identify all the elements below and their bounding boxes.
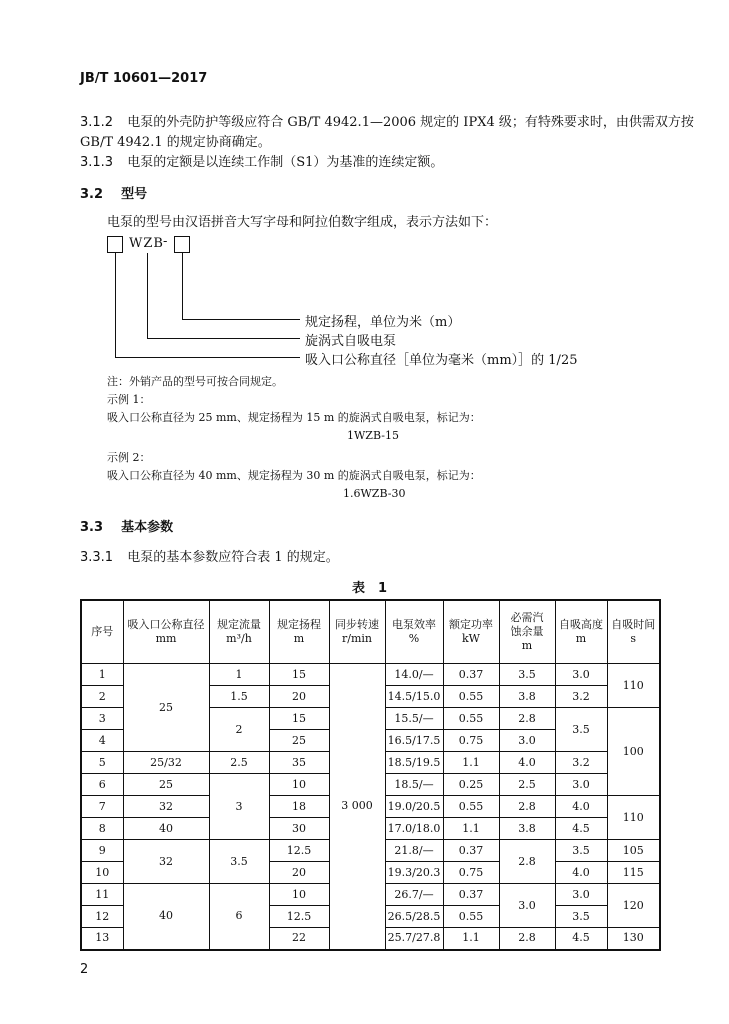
model-dash: - <box>163 234 168 249</box>
cell-diameter: 25 <box>123 664 209 752</box>
cell-head: 10 <box>269 884 329 906</box>
cell-no: 11 <box>81 884 123 906</box>
cell-power: 0.25 <box>443 774 499 796</box>
cell-head: 18 <box>269 796 329 818</box>
cell-no: 7 <box>81 796 123 818</box>
cell-lift: 3.0 <box>555 884 607 906</box>
section-number: 3.3 <box>80 520 104 535</box>
cell-power: 0.75 <box>443 730 499 752</box>
cell-no: 5 <box>81 752 123 774</box>
header-cell: 必需汽蚀余量 m <box>499 600 555 664</box>
cell-npsh: 2.8 <box>499 928 555 950</box>
model-intro: 电泵的型号由汉语拼音大写字母和阿拉伯数字组成，表示方法如下： <box>107 215 498 230</box>
clause-3-1-2-cont: GB/T 4942.1 的规定协商确定。 <box>80 135 271 150</box>
cell-lift: 4.0 <box>555 796 607 818</box>
cell-npsh: 3.8 <box>499 818 555 840</box>
cell-efficiency: 26.7/— <box>385 884 443 906</box>
cell-no: 2 <box>81 686 123 708</box>
cell-diameter: 32 <box>123 840 209 884</box>
cell-diameter: 25/32 <box>123 752 209 774</box>
cell-power: 0.55 <box>443 906 499 928</box>
clause-3-3-1 <box>80 546 339 565</box>
cell-head: 12.5 <box>269 906 329 928</box>
leader-line <box>147 253 148 338</box>
label-head: 规定扬程，单位为米（m） <box>305 315 461 330</box>
cell-no: 12 <box>81 906 123 928</box>
cell-time: 110 <box>607 664 660 708</box>
model-code: WZB <box>129 236 164 251</box>
cell-no: 13 <box>81 928 123 950</box>
cell-head: 25 <box>269 730 329 752</box>
cell-head: 12.5 <box>269 840 329 862</box>
page-number: 2 <box>80 962 89 977</box>
cell-time: 110 <box>607 796 660 840</box>
cell-efficiency: 18.5/19.5 <box>385 752 443 774</box>
cell-npsh: 3.8 <box>499 686 555 708</box>
diameter-box <box>107 236 123 253</box>
cell-efficiency: 25.7/27.8 <box>385 928 443 950</box>
cell-npsh: 2.5 <box>499 774 555 796</box>
example-1-mark: 1WZB-15 <box>347 429 399 442</box>
clause-text: 电泵的基本参数应符合表 1 的规定。 <box>127 550 339 565</box>
cell-flow: 6 <box>209 884 269 950</box>
cell-power: 0.55 <box>443 708 499 730</box>
cell-power: 1.1 <box>443 818 499 840</box>
example-1-text: 吸入口公称直径为 25 mm、规定扬程为 15 m 的旋涡式自吸电泵，标记为： <box>107 411 481 424</box>
cell-flow: 1.5 <box>209 686 269 708</box>
header-cell: 自吸时间 s <box>607 600 660 664</box>
section-3-2-heading <box>80 183 147 202</box>
standard-id: JB/T 10601—2017 <box>80 71 208 86</box>
leader-line <box>115 357 300 358</box>
cell-speed: 3 000 <box>329 664 385 950</box>
section-title: 型号 <box>121 187 148 202</box>
cell-diameter: 40 <box>123 884 209 950</box>
cell-power: 0.37 <box>443 840 499 862</box>
section-title: 基本参数 <box>121 520 174 535</box>
cell-flow: 3.5 <box>209 840 269 884</box>
cell-head: 20 <box>269 686 329 708</box>
cell-time: 120 <box>607 884 660 928</box>
label-diameter: 吸入口公称直径［单位为毫米（mm）］的 1/25 <box>305 353 578 368</box>
cell-npsh: 3.0 <box>499 884 555 928</box>
cell-lift: 3.5 <box>555 906 607 928</box>
clause-number: 3.1.2 <box>80 115 114 130</box>
cell-power: 0.75 <box>443 862 499 884</box>
clause-text: 电泵的定额是以连续工作制（S1）为基准的连续定额。 <box>127 155 444 170</box>
cell-efficiency: 19.3/20.3 <box>385 862 443 884</box>
section-number: 3.2 <box>80 187 104 202</box>
header-cell: 同步转速 r/min <box>329 600 385 664</box>
cell-no: 3 <box>81 708 123 730</box>
cell-power: 0.37 <box>443 884 499 906</box>
cell-power: 0.55 <box>443 686 499 708</box>
header-cell: 额定功率 kW <box>443 600 499 664</box>
cell-head: 35 <box>269 752 329 774</box>
cell-no: 1 <box>81 664 123 686</box>
cell-power: 0.55 <box>443 796 499 818</box>
cell-no: 6 <box>81 774 123 796</box>
cell-lift: 4.0 <box>555 862 607 884</box>
cell-efficiency: 18.5/— <box>385 774 443 796</box>
leader-line <box>182 253 183 319</box>
cell-diameter: 25 <box>123 774 209 796</box>
cell-lift: 3.0 <box>555 664 607 686</box>
example-2-text: 吸入口公称直径为 40 mm、规定扬程为 30 m 的旋涡式自吸电泵，标记为： <box>107 469 481 482</box>
cell-lift: 3.5 <box>555 840 607 862</box>
example-2-title: 示例 2： <box>107 451 151 464</box>
cell-head: 20 <box>269 862 329 884</box>
label-pump-type: 旋涡式自吸电泵 <box>305 334 397 349</box>
cell-no: 9 <box>81 840 123 862</box>
example-1-title: 示例 1： <box>107 393 151 406</box>
cell-head: 10 <box>269 774 329 796</box>
clause-number: 3.3.1 <box>80 550 114 565</box>
cell-head: 22 <box>269 928 329 950</box>
cell-efficiency: 19.0/20.5 <box>385 796 443 818</box>
note: 注：外销产品的型号可按合同规定。 <box>107 375 283 388</box>
cell-npsh: 2.8 <box>499 708 555 730</box>
parameters-table <box>80 599 661 951</box>
cell-efficiency: 16.5/17.5 <box>385 730 443 752</box>
table-caption: 表 1 <box>352 581 388 596</box>
cell-lift: 4.5 <box>555 928 607 950</box>
cell-head: 15 <box>269 664 329 686</box>
cell-time: 130 <box>607 928 660 950</box>
section-3-3-heading <box>80 516 173 535</box>
cell-efficiency: 26.5/28.5 <box>385 906 443 928</box>
cell-power: 1.1 <box>443 928 499 950</box>
header-cell: 吸入口公称直径 mm <box>123 600 209 664</box>
cell-lift: 3.5 <box>555 708 607 752</box>
cell-flow: 2.5 <box>209 752 269 774</box>
cell-head: 30 <box>269 818 329 840</box>
head-box <box>174 236 190 253</box>
cell-diameter: 32 <box>123 796 209 818</box>
cell-time: 115 <box>607 862 660 884</box>
cell-efficiency: 17.0/18.0 <box>385 818 443 840</box>
cell-lift: 4.5 <box>555 818 607 840</box>
cell-npsh: 2.8 <box>499 840 555 884</box>
cell-npsh: 4.0 <box>499 752 555 774</box>
cell-efficiency: 21.8/— <box>385 840 443 862</box>
cell-power: 1.1 <box>443 752 499 774</box>
cell-flow: 1 <box>209 664 269 686</box>
cell-npsh: 3.0 <box>499 730 555 752</box>
cell-flow: 3 <box>209 774 269 840</box>
clause-3-1-2 <box>80 111 694 130</box>
header-cell: 序号 <box>81 600 123 664</box>
header-cell: 规定扬程 m <box>269 600 329 664</box>
cell-time: 105 <box>607 840 660 862</box>
clause-3-1-3 <box>80 151 443 170</box>
leader-line <box>182 319 300 320</box>
header-cell: 电泵效率 % <box>385 600 443 664</box>
leader-line <box>115 253 116 357</box>
cell-efficiency: 14.0/— <box>385 664 443 686</box>
cell-lift: 3.2 <box>555 752 607 774</box>
cell-no: 8 <box>81 818 123 840</box>
cell-time: 100 <box>607 708 660 796</box>
cell-lift: 3.2 <box>555 686 607 708</box>
header-cell: 自吸高度 m <box>555 600 607 664</box>
clause-text: 电泵的外壳防护等级应符合 GB/T 4942.1—2006 规定的 IPX4 级；有特殊要求时，由供需双方按 <box>127 115 694 130</box>
cell-diameter: 40 <box>123 818 209 840</box>
cell-efficiency: 14.5/15.0 <box>385 686 443 708</box>
clause-number: 3.1.3 <box>80 155 114 170</box>
table-header-row <box>81 600 660 664</box>
cell-no: 10 <box>81 862 123 884</box>
table-row <box>81 664 660 686</box>
example-2-mark: 1.6WZB-30 <box>343 487 406 500</box>
leader-line <box>147 338 300 339</box>
header-cell: 规定流量 m³/h <box>209 600 269 664</box>
cell-flow: 2 <box>209 708 269 752</box>
cell-npsh: 3.5 <box>499 664 555 686</box>
cell-npsh: 2.8 <box>499 796 555 818</box>
cell-lift: 3.0 <box>555 774 607 796</box>
cell-power: 0.37 <box>443 664 499 686</box>
cell-head: 15 <box>269 708 329 730</box>
cell-efficiency: 15.5/— <box>385 708 443 730</box>
cell-no: 4 <box>81 730 123 752</box>
